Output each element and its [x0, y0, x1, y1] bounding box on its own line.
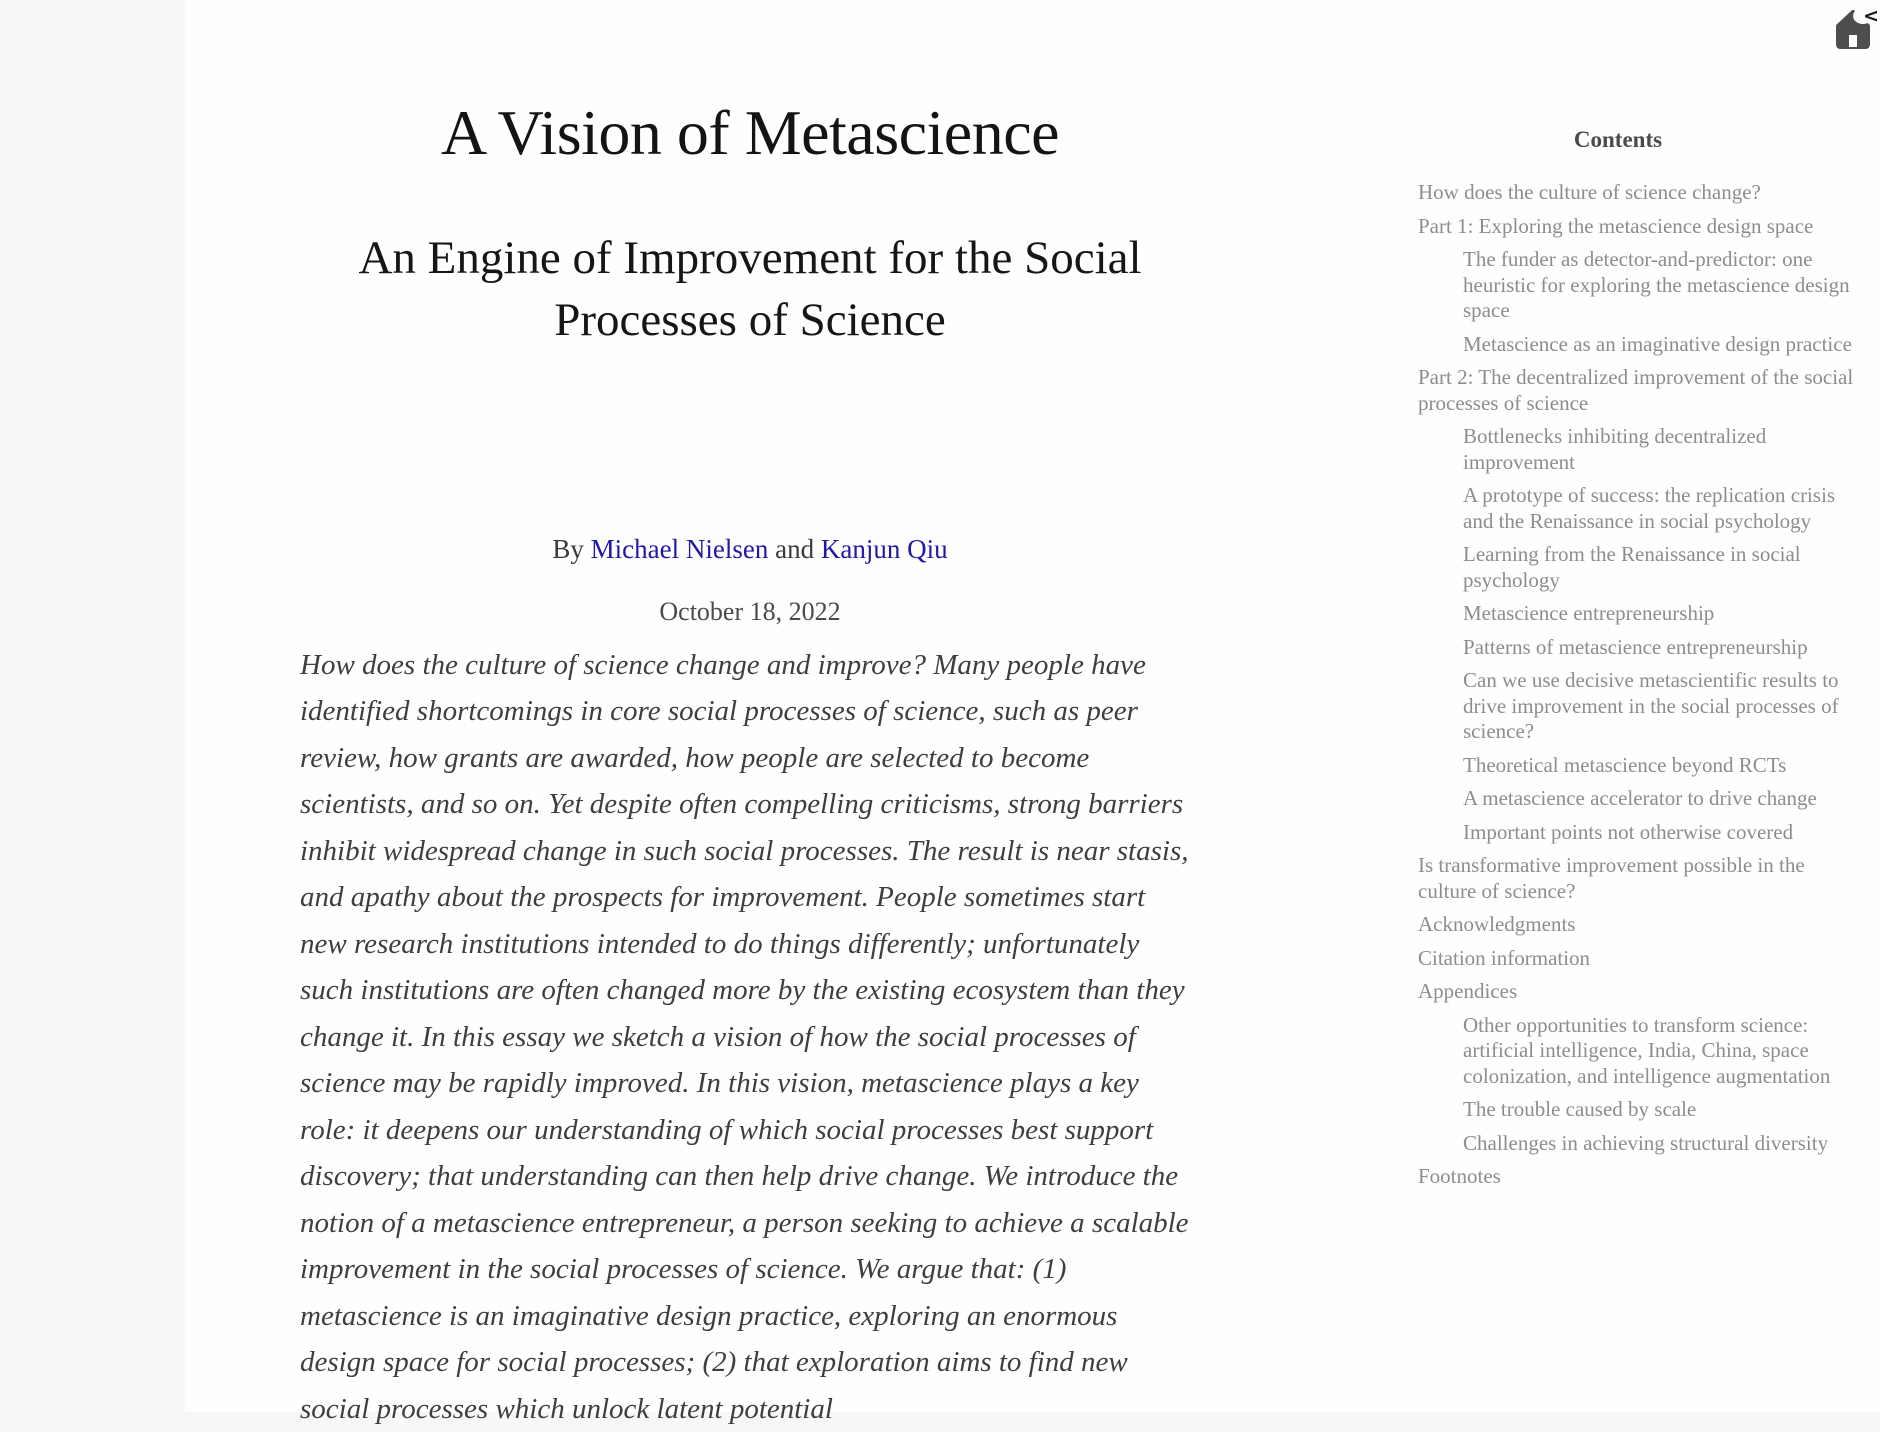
- page-subtitle: An Engine of Improvement for the Social Processes of Science: [358, 231, 1142, 346]
- toc-item[interactable]: Other opportunities to transform science: artificial intelligence, India, China, space colonization, and intelligence augmentation: [1463, 1012, 1831, 1088]
- abstract-paragraph: How does the culture of science change and improve? Many people have identified shortcomings in core social processes of science, such as peer review, how grants are awarded, how people are selected to become scientists, and so on. Yet despite often compelling criticisms, strong barriers inhibit widespread change in such social processes. The result is near stasis, and apathy about the prospects for improvement. People sometimes start new research institutions intended to do things differently; unfortunately such institutions are often changed more by the existing ecosystem than they change it. In this essay we sketch a vision of how the social processes of science may be rapidly improved. In this vision, metascience plays a key role: it deepens our understanding of which social processes best support discovery; that understanding can then help drive change. We introduce the notion of a metascience entrepreneur, a person seeking to achieve a scalable improvement in the social processes of science. We argue that: (1) metascience is an imaginative design practice, exploring an enormous design space for social processes; (2) that exploration aims to find new social processes which unlock latent potential: [300, 648, 1189, 1425]
- table-of-contents: [1418, 126, 1868, 1198]
- toc-item[interactable]: Can we use decisive metascientific results to drive improvement in the social processes of science?: [1463, 668, 1839, 743]
- toc-item[interactable]: Part 2: The decentralized improvement of the social processes of science: [1418, 365, 1854, 415]
- top-right-controls: [1790, 0, 1880, 60]
- toc-item[interactable]: Citation information: [1418, 945, 1591, 970]
- toc-item[interactable]: Challenges in achieving structural diversity: [1463, 1130, 1829, 1155]
- toc-item[interactable]: Patterns of metascience entrepreneurship: [1463, 634, 1808, 659]
- byline-conjunction: and: [775, 533, 815, 564]
- page-title: A Vision of Metascience: [441, 97, 1059, 168]
- toc-item[interactable]: Metascience entrepreneurship: [1463, 601, 1715, 625]
- publication-date: October 18, 2022: [659, 596, 841, 626]
- toc-item[interactable]: The trouble caused by scale: [1463, 1097, 1697, 1121]
- toc-item[interactable]: The funder as detector-and-predictor: one heuristic for exploring the metascience design space: [1463, 247, 1850, 322]
- toc-item[interactable]: How does the culture of science change?: [1418, 180, 1761, 204]
- toc-item[interactable]: Theoretical metascience beyond RCTs: [1463, 752, 1787, 777]
- toc-item[interactable]: Is transformative improvement possible in the culture of science?: [1418, 853, 1805, 903]
- toc-item[interactable]: Appendices: [1418, 979, 1518, 1003]
- toc-item[interactable]: Part 1: Exploring the metascience design space: [1418, 213, 1814, 238]
- byline-prefix: By: [552, 533, 584, 564]
- collapse-sidebar-chevron-icon[interactable]: <: [1863, 5, 1879, 27]
- toc-item[interactable]: Important points not otherwise covered: [1463, 819, 1794, 844]
- toc-item[interactable]: Footnotes: [1418, 1164, 1501, 1188]
- author-link-kanjun-qiu[interactable]: Kanjun Qiu: [820, 533, 948, 564]
- toc-item[interactable]: A prototype of success: the replication crisis and the Renaissance in social psychology: [1463, 483, 1836, 533]
- toc-item[interactable]: Metascience as an imaginative design practice: [1463, 331, 1852, 356]
- article: [300, 0, 1200, 1432]
- toc-item[interactable]: Learning from the Renaissance in social psychology: [1463, 542, 1801, 592]
- toc-list: [1418, 180, 1868, 1190]
- byline: [300, 531, 1200, 568]
- toc-heading: Contents: [1573, 127, 1663, 152]
- toc-item[interactable]: A metascience accelerator to drive change: [1463, 786, 1817, 810]
- toc-item[interactable]: Bottlenecks inhibiting decentralized improvement: [1463, 424, 1767, 474]
- toc-item[interactable]: Acknowledgments: [1418, 912, 1576, 936]
- author-link-michael-nielsen[interactable]: Michael Nielsen: [590, 533, 769, 564]
